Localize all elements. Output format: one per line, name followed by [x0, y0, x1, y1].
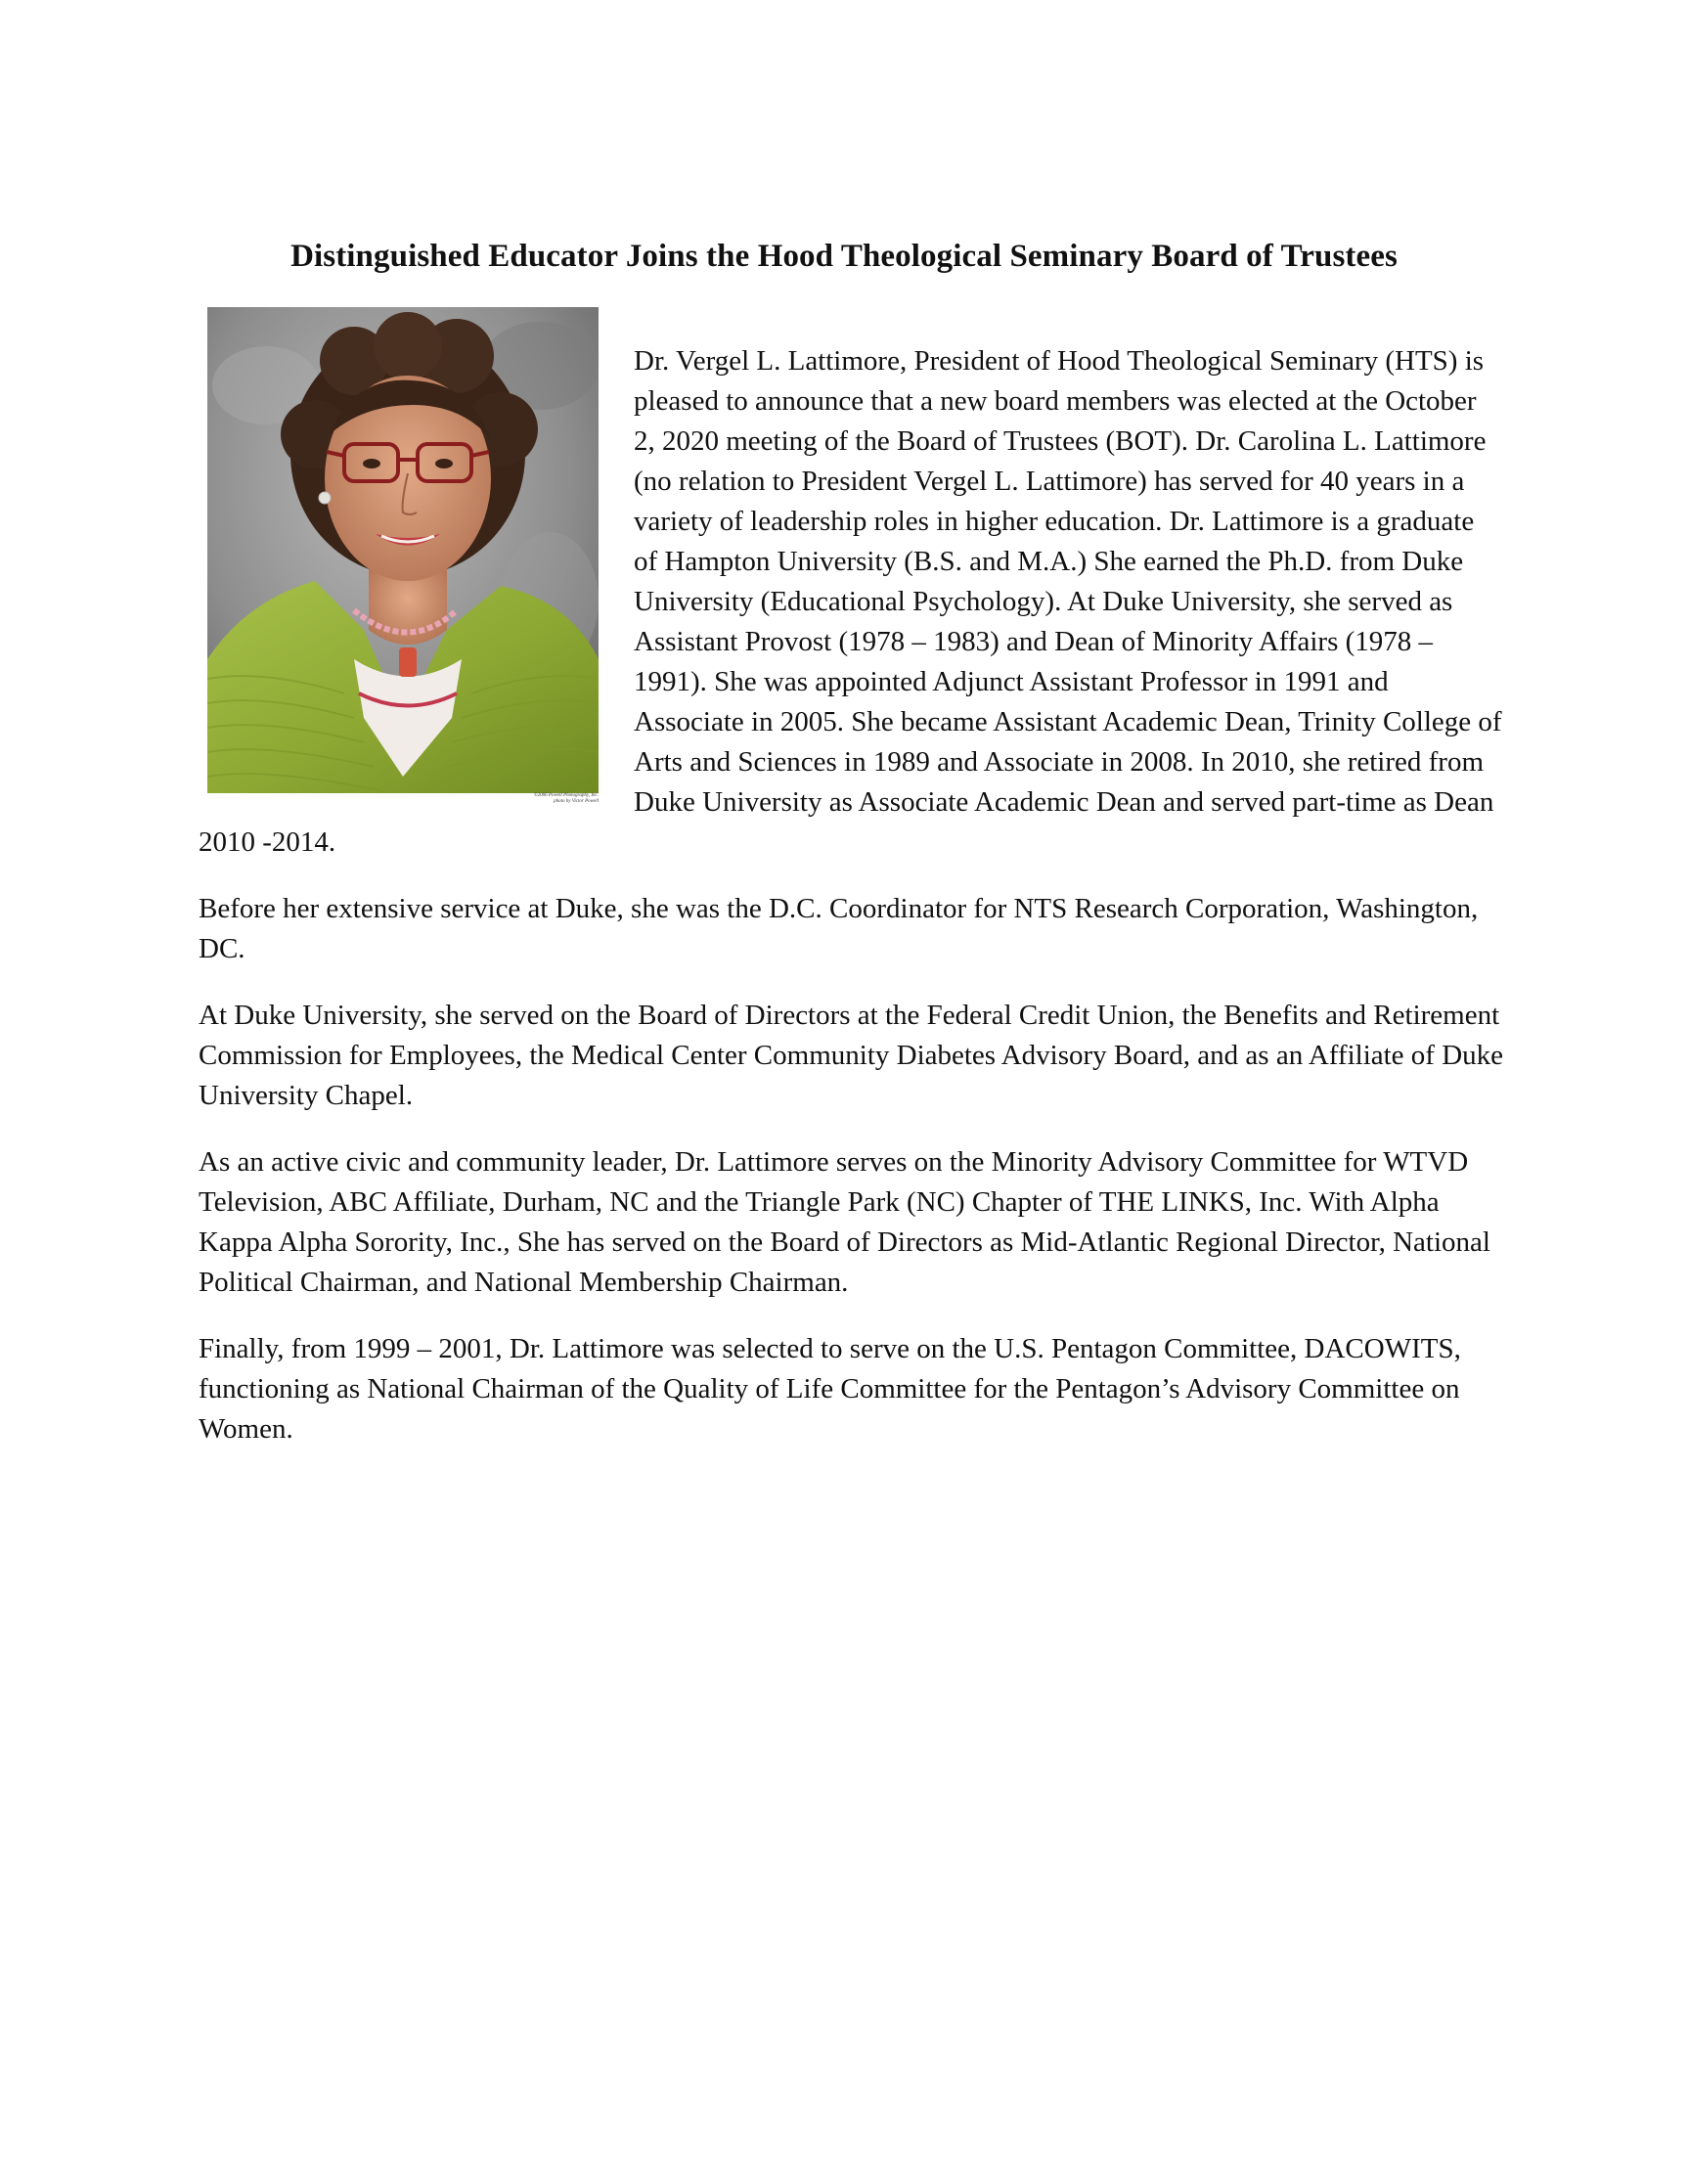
paragraph-prior-service: Before her extensive service at Duke, she was the D.C. Coordinator for NTS Research Corporation, Washington, DC. [199, 893, 1479, 964]
photo-credit [534, 793, 599, 805]
portrait-photo [207, 307, 599, 793]
paragraph-intro-text: Dr. Vergel L. Lattimore, President of Hood Theological Seminary (HTS) is pleased to announce that a new board members was elected at the October 2, 2020 meeting of the Board of Trustees (BOT). Dr. Carolina L. Lattimore (no relation to President Vergel L. Lattimore) has served for 40 years in a variety of leadership roles in higher education. Dr. Lattimore is a graduate of Hampton University (B.S. and M.A.) She earned the Ph.D. from Duke University (Educational Psychology). At Duke University, she served as Assistant Provost (1978 – 1983) and Dean of Minority Affairs (1978 – 1991). She was appointed Adjunct Assistant Professor in 1991 and Associate in 2005. She became Assistant Academic Dean, Trinity College of Arts and Sciences in 1989 and Associate in 2008. In 2010, she retired from Duke University as Associate Academic Dean and served part-time as Dean 2010 -2014. [199, 345, 1502, 858]
photo-credit-line-2: photo by Victor Powell [554, 799, 599, 804]
document-title: Distinguished Educator Joins the Hood Theological Seminary Board of Trustees [290, 239, 1398, 274]
paragraph-pentagon-committee: Finally, from 1999 – 2001, Dr. Lattimore was selected to serve on the U.S. Pentagon Committee, DACOWITS, functioning as National Chairman of the Quality of Life Committee for the Pentagon’s Advisory Committee on Women. [199, 1333, 1461, 1445]
portrait-photo-frame [199, 307, 616, 804]
paragraph-duke-boards: At Duke University, she served on the Board of Directors at the Federal Credit Union, the Benefits and Retirement Commission for Employees, the Medical Center Community Diabetes Advisory Board, and as an Affiliate of Duke University Chapel. [199, 1000, 1504, 1111]
paragraph-civic-leadership: As an active civic and community leader, Dr. Lattimore serves on the Minority Advisory Committee for WTVD Television, ABC Affiliate, Durham, NC and the Triangle Park (NC) Chapter of THE LINKS, Inc. With Alpha Kappa Alpha Sorority, Inc., She has served on the Board of Directors as Mid-Atlantic Regional Director, National Political Chairman, and National Membership Chairman. [199, 1146, 1490, 1298]
photo-credit-line-1: ©2006 Powell Photography, Inc. [533, 793, 599, 798]
article-body [199, 307, 1504, 1449]
